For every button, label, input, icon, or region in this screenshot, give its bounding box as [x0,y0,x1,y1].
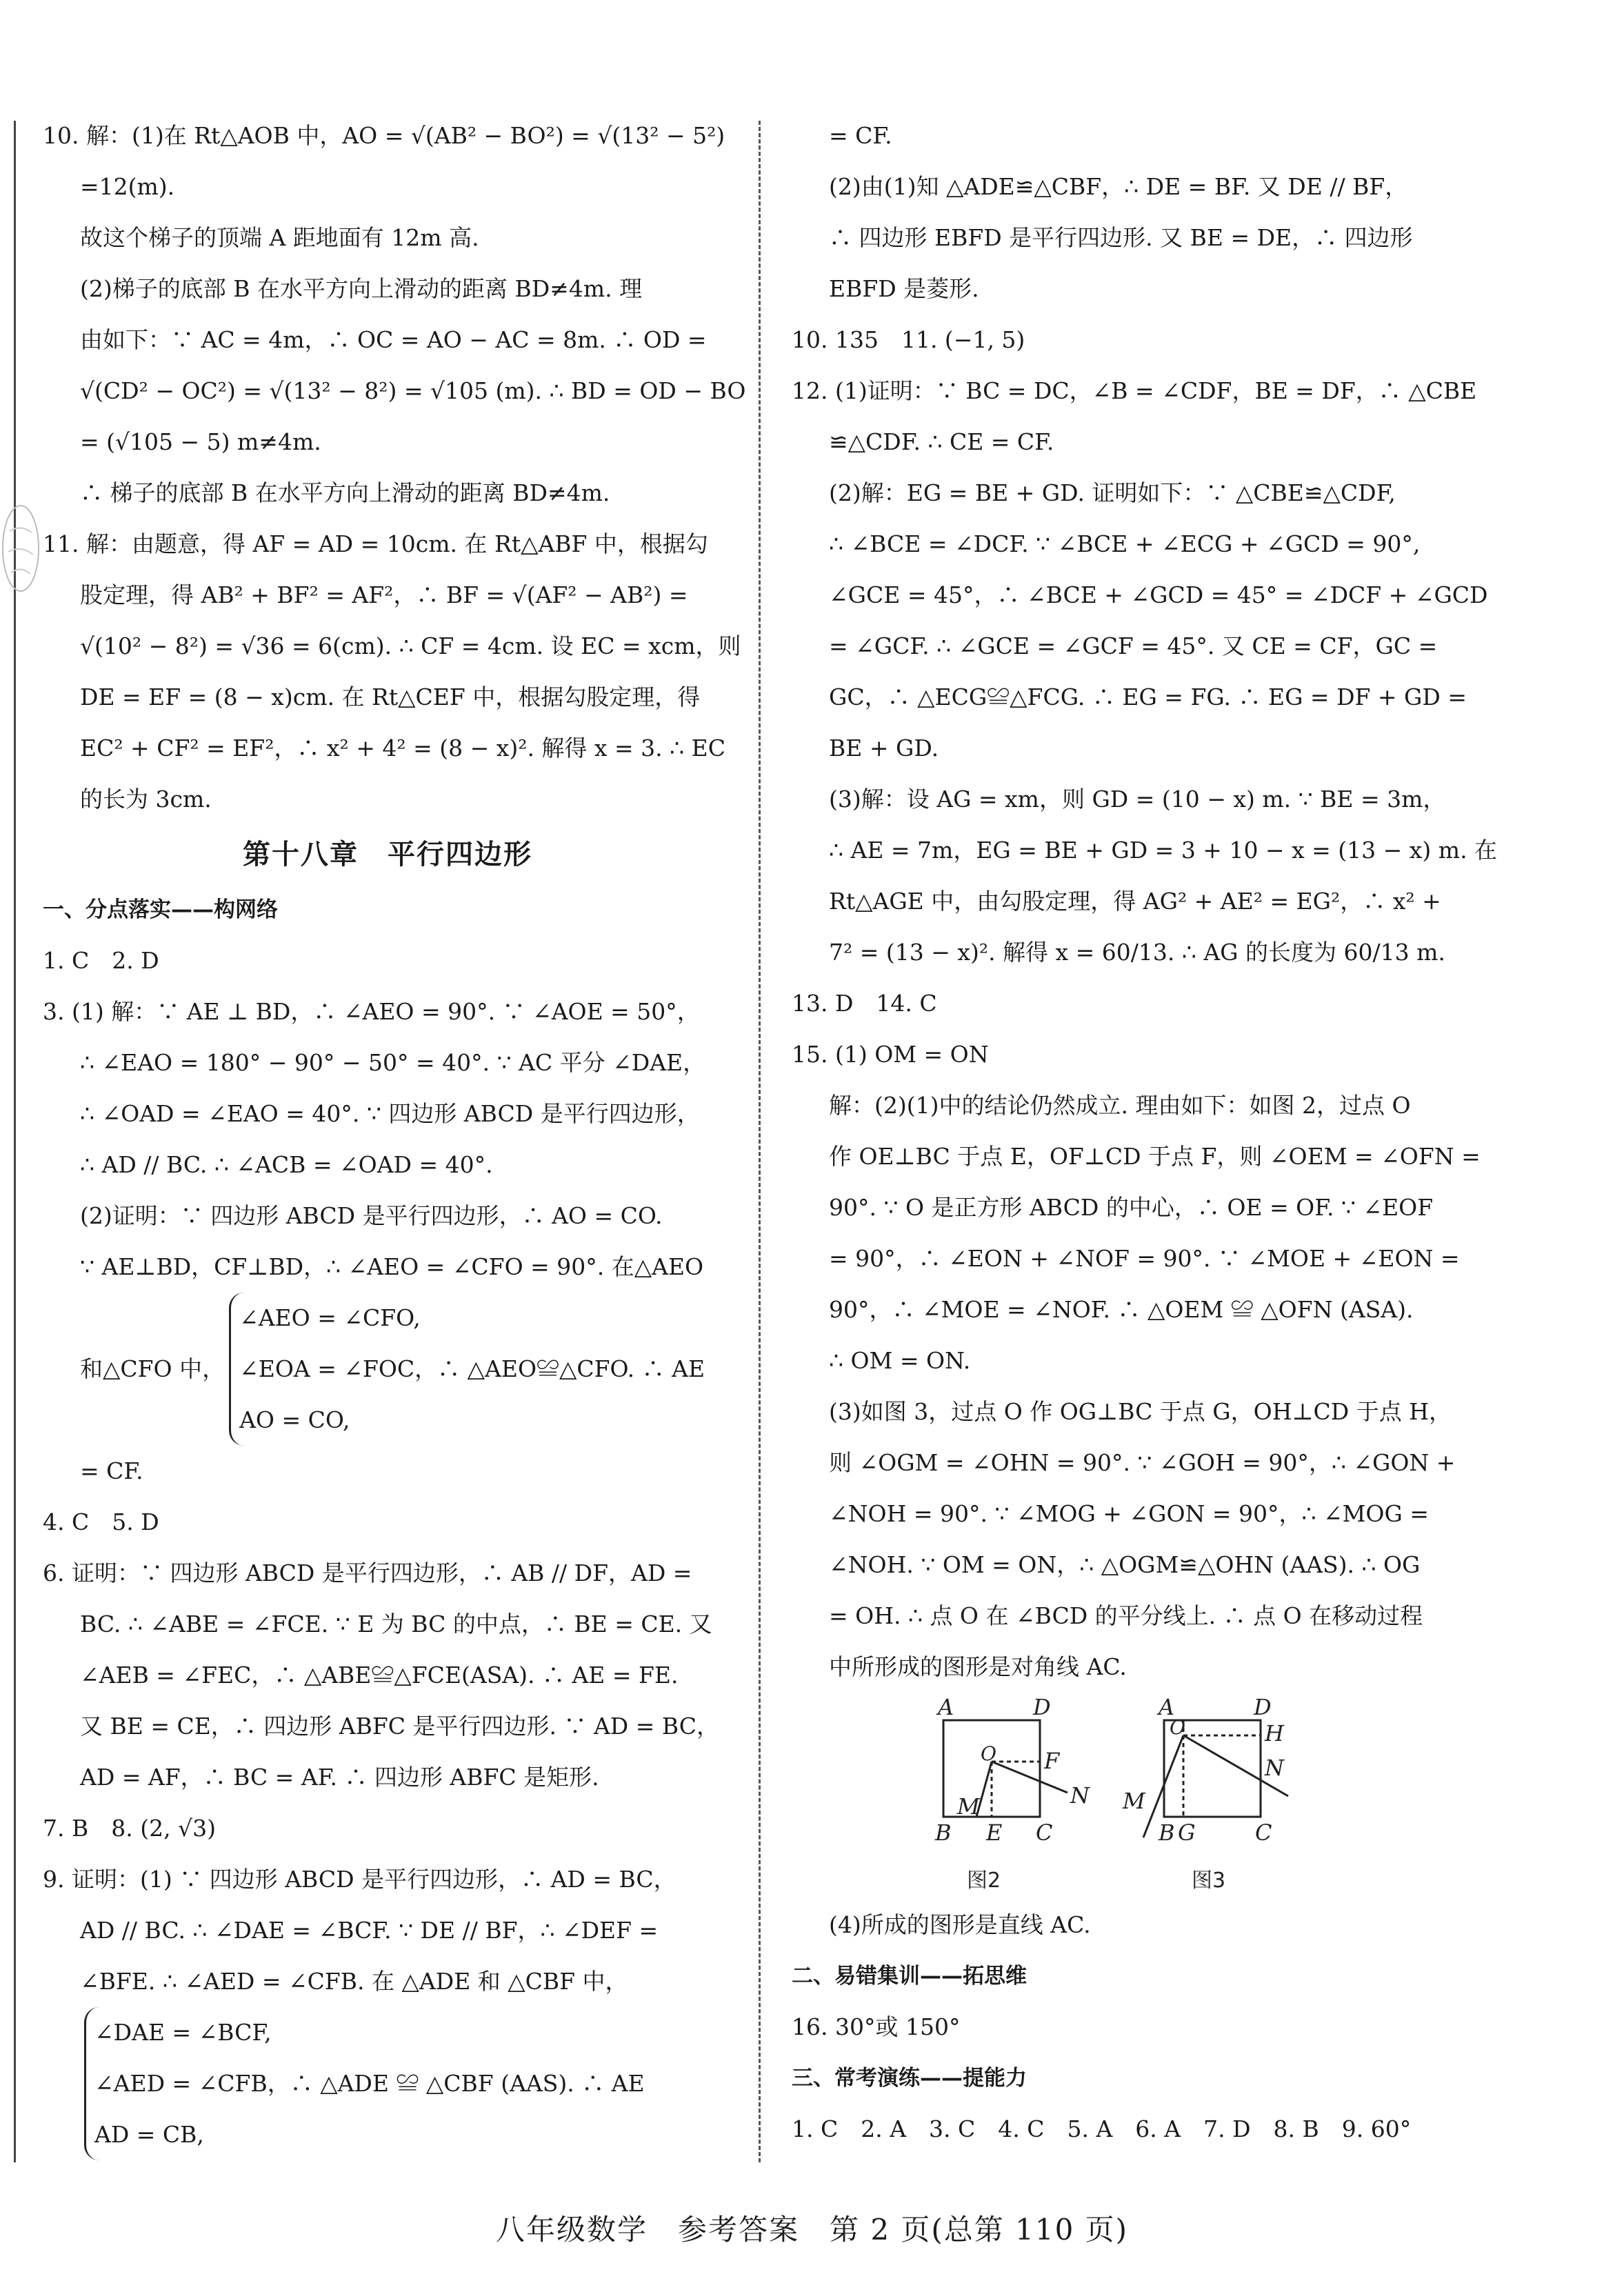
section-heading: 三、常考演练——提能力 [792,2066,1027,2091]
fig3-label: B [1159,1820,1175,1846]
fig2-label: D [1033,1694,1051,1720]
q11-line: 股定理，得 AB² + BF² = AF²，∴ BF = √(AF² − AB²) = [80,581,688,608]
q12-line: (2)解：EG = BE + GD. 证明如下：∵ △CBE≌△CDF, [829,479,1396,506]
q6-line: 又 BE = CE，∴ 四边形 ABFC 是平行四边形. ∵ AD = BC， [80,1713,719,1740]
q3-line: ∵ AE⊥BD，CF⊥BD，∴ ∠AEO = ∠CFO = 90°. 在△AEO [80,1253,704,1280]
seal-stamp-icon [0,497,41,600]
fig3-label: C [1255,1820,1272,1846]
answers-13-14: 13. D 14. C [792,990,937,1017]
q15-line: (3)如图 3，过点 O 作 OG⊥BC 于点 G，OH⊥CD 于点 H， [829,1398,1452,1425]
fig2-label: F [1044,1748,1060,1774]
q12-line: = ∠GCF. ∴ ∠GCE = ∠GCF = 45°. 又 CE = CF，GC = [829,632,1438,659]
q11-line: 的长为 3cm. [80,786,212,813]
q15-line: (4)所成的图形是直线 AC. [829,1911,1091,1938]
section-heading: 二、易错集训——拓思维 [792,1964,1027,1989]
answer-q12 [792,366,1498,978]
q3-line: ∴ AD // BC. ∴ ∠ACB = ∠OAD = 40°. [80,1151,493,1178]
answer-q10 [43,110,746,519]
fig3-label: G [1178,1820,1196,1846]
answer-q3 [43,986,732,1497]
fig2-label: A [938,1694,954,1720]
q9-line: AD // BC. ∴ ∠DAE = ∠BCF. ∵ DE // BF，∴ ∠DEF = [80,1917,659,1944]
q15-line: 90°，∴ ∠MOE = ∠NOF. ∴ △OEM ≌ △OFN (ASA). [829,1296,1414,1323]
fig2-label: N [1070,1782,1090,1809]
right-column [792,110,1498,2155]
answers-4-5: 4. C 5. D [43,1508,159,1535]
q12-line: 7² = (13 − x)². 解得 x = 60/13. ∴ AG 的长度为 60/13 m. [829,939,1445,966]
q9-line: 9. 证明：(1) ∵ 四边形 ABCD 是平行四边形，∴ AD = BC， [43,1866,676,1893]
q3-brace-prefix: 和△CFO 中， [80,1355,225,1382]
q6-line: AD = AF，∴ BC = AF. ∴ 四边形 ABFC 是矩形. [80,1764,599,1791]
column-divider [759,121,761,2162]
q11-line: DE = EF = (8 − x)cm. 在 Rt△CEF 中，根据勾股定理，得 [80,684,701,710]
q3-line: 3. (1) 解：∵ AE ⊥ BD，∴ ∠AEO = 90°. ∵ ∠AOE = 50°， [43,998,700,1025]
q10-line: 10. 解：(1)在 Rt△AOB 中，AO = √(AB² − BO²) = √(13² − 5²) [43,122,725,149]
q9-brace-system [43,2007,732,2160]
q12-line: 12. (1)证明：∵ BC = DC，∠B = ∠CDF，BE = DF，∴ △CBE [792,377,1477,404]
q10-line: =12(m). [80,173,175,200]
q9-cont-line: (2)由(1)知 △ADE≌△CBF，∴ DE = BF. 又 DE // BF， [829,173,1408,200]
q11-line: 11. 解：由题意，得 AF = AD = 10cm. 在 Rt△ABF 中，根据勾 [43,530,708,557]
fig3-label: M [1123,1788,1145,1814]
fig2-label: M [957,1793,980,1820]
q9-cont-line: = CF. [829,122,892,149]
fig2-caption: 图2 [967,1869,1001,1893]
figure-3-diagram [1116,1693,1378,1900]
answer-q15 [792,1029,1481,1693]
fig3-label: A [1159,1694,1175,1720]
q11-line: √(10² − 8²) = √36 = 6(cm). ∴ CF = 4cm. 设 EC = xcm，则 [80,632,741,659]
chapter-title: 第十八章 平行四边形 [243,839,532,870]
fig3-label: N [1265,1755,1284,1781]
q3-line: ∴ ∠EAO = 180° − 90° − 50° = 40°. ∵ AC 平分 ∠DAE， [80,1049,706,1076]
answers-7-8: 7. B 8. (2, √3) [43,1815,216,1842]
q15-line: = 90°，∴ ∠EON + ∠NOF = 90°. ∵ ∠MOE + ∠EON = [829,1245,1460,1272]
brace-line: AD = CB, [94,2121,204,2148]
q12-line: Rt△AGE 中，由勾股定理，得 AG² + AE² = EG²，∴ x² + [829,888,1441,915]
answer-q9-continued [792,110,1481,315]
fig2-label: O [981,1742,996,1765]
fig3-caption: 图3 [1192,1869,1226,1893]
q11-line: EC² + CF² = EF²，∴ x² + 4² = (8 − x)². 解得 x = 3. ∴ EC [80,735,725,761]
fig3-label: D [1254,1694,1272,1720]
q12-line: ∴ AE = 7m，EG = BE + GD = 3 + 10 − x = (13 − x) m. 在 [829,837,1498,864]
left-margin-rule [14,121,16,2162]
fig3-label: H [1265,1720,1284,1746]
q6-line: ∠AEB = ∠FEC，∴ △ABE≌△FCE(ASA). ∴ AE = FE. [80,1662,679,1689]
brace [84,2007,645,2160]
answer-16: 16. 30°或 150° [792,2013,961,2040]
q10-line: ∴ 梯子的底部 B 在水平方向上滑动的距离 BD≠4m. [80,479,610,506]
q15-line: = OH. ∴ 点 O 在 ∠BCD 的平分线上. ∴ 点 O 在移动过程 [829,1602,1423,1629]
q15-line: ∴ OM = ON. [829,1347,971,1374]
q15-line: 解：(2)(1)中的结论仍然成立. 理由如下：如图 2，过点 O [829,1092,1411,1119]
q15-line: ∠NOH = 90°. ∵ ∠MOG + ∠GON = 90°，∴ ∠MOG = [829,1500,1429,1527]
answer-q6 [43,1548,732,1803]
section-heading: 一、分点落实——构网络 [43,897,278,922]
q12-line: ∠GCE = 45°，∴ ∠BCE + ∠GCD = 45° = ∠DCF + ∠GCD [829,581,1488,608]
q3-brace-system [43,1293,732,1446]
q15-line: ∠NOH. ∵ OM = ON，∴ △OGM≌△OHN (AAS). ∴ OG [829,1551,1421,1578]
page-footer: 八年级数学 参考答案 第 2 页(总第 110 页) [495,2213,1129,2247]
q15-line: 则 ∠OGM = ∠OHN = 90°. ∵ ∠GOH = 90°，∴ ∠GON + [829,1449,1456,1476]
q3-line: = CF. [80,1457,143,1484]
brace-line: ∠AED = ∠CFB，∴ △ADE ≌ △CBF (AAS). ∴ AE [94,2070,645,2097]
brace-line: ∠AEO = ∠CFO, [239,1304,421,1331]
q12-line: ∴ ∠BCE = ∠DCF. ∵ ∠BCE + ∠ECG + ∠GCD = 90°, [829,530,1421,557]
answers-row: 1. C 2. A 3. C 4. C 5. A 6. A 7. D 8. B 9. 60° [792,2115,1412,2142]
q10-line: 故这个梯子的顶端 A 距地面有 12m 高. [80,224,479,251]
q10-line: (2)梯子的底部 B 在水平方向上滑动的距离 BD≠4m. 理 [80,275,643,302]
q6-line: BC. ∴ ∠ABE = ∠FCE. ∵ E 为 BC 的中点，∴ BE = CE. 又 [80,1611,712,1637]
q12-line: (3)解：设 AG = xm，则 GD = (10 − x) m. ∵ BE = 3m， [829,786,1446,813]
left-column [43,110,746,2160]
figures-2-3 [792,1693,1481,1900]
brace-line: AO = CO, [239,1406,350,1433]
q3-line: (2)证明：∵ 四边形 ABCD 是平行四边形，∴ AO = CO. [80,1202,663,1229]
fig3-label: O [1170,1716,1185,1739]
q12-line: BE + GD. [829,735,939,761]
q9-cont-line: ∴ 四边形 EBFD 是平行四边形. 又 BE = DE，∴ 四边形 [829,224,1413,251]
q15-line: 作 OE⊥BC 于点 E，OF⊥CD 于点 F，则 ∠OEM = ∠OFN = [829,1143,1481,1170]
fig2-label: C [1036,1820,1053,1846]
q10-line: 由如下：∵ AC = 4m，∴ OC = AO − AC = 8m. ∴ OD = [80,326,707,353]
answers-1-2: 1. C 2. D [43,947,159,974]
q12-line: ≌△CDF. ∴ CE = CF. [829,428,1054,455]
answer-q9 [43,1854,732,2160]
q15-line: 15. (1) OM = ON [792,1041,989,1068]
fig2-label: E [986,1820,1003,1846]
answers-10-11: 10. 135 11. (−1, 5) [792,326,1025,353]
q15-line: 90°. ∵ O 是正方形 ABCD 的中心，∴ OE = OF. ∵ ∠EOF [829,1194,1434,1221]
q6-line: 6. 证明：∵ 四边形 ABCD 是平行四边形，∴ AB // DF，AD = [43,1560,692,1586]
answer-q11 [43,519,741,825]
q10-line: √(CD² − OC²) = √(13² − 8²) = √105 (m). ∴ BD = OD − BO [80,377,746,404]
q9-line: ∠BFE. ∴ ∠AED = ∠CFB. 在 △ADE 和 △CBF 中， [80,1968,628,1995]
q3-line: ∴ ∠OAD = ∠EAO = 40°. ∵ 四边形 ABCD 是平行四边形， [80,1100,700,1127]
q10-line: = (√105 − 5) m≠4m. [80,428,321,455]
brace [229,1293,705,1446]
q15-line: 中所形成的图形是对角线 AC. [829,1653,1127,1680]
fig2-label: B [935,1820,952,1846]
brace-line: ∠DAE = ∠BCF, [94,2019,272,2046]
q9-cont-line: EBFD 是菱形. [829,275,979,302]
q12-line: GC，∴ △ECG≌△FCG. ∴ EG = FG. ∴ EG = DF + GD = [829,684,1467,710]
brace-line: ∠EOA = ∠FOC，∴ △AEO≌△CFO. ∴ AE [239,1355,705,1382]
